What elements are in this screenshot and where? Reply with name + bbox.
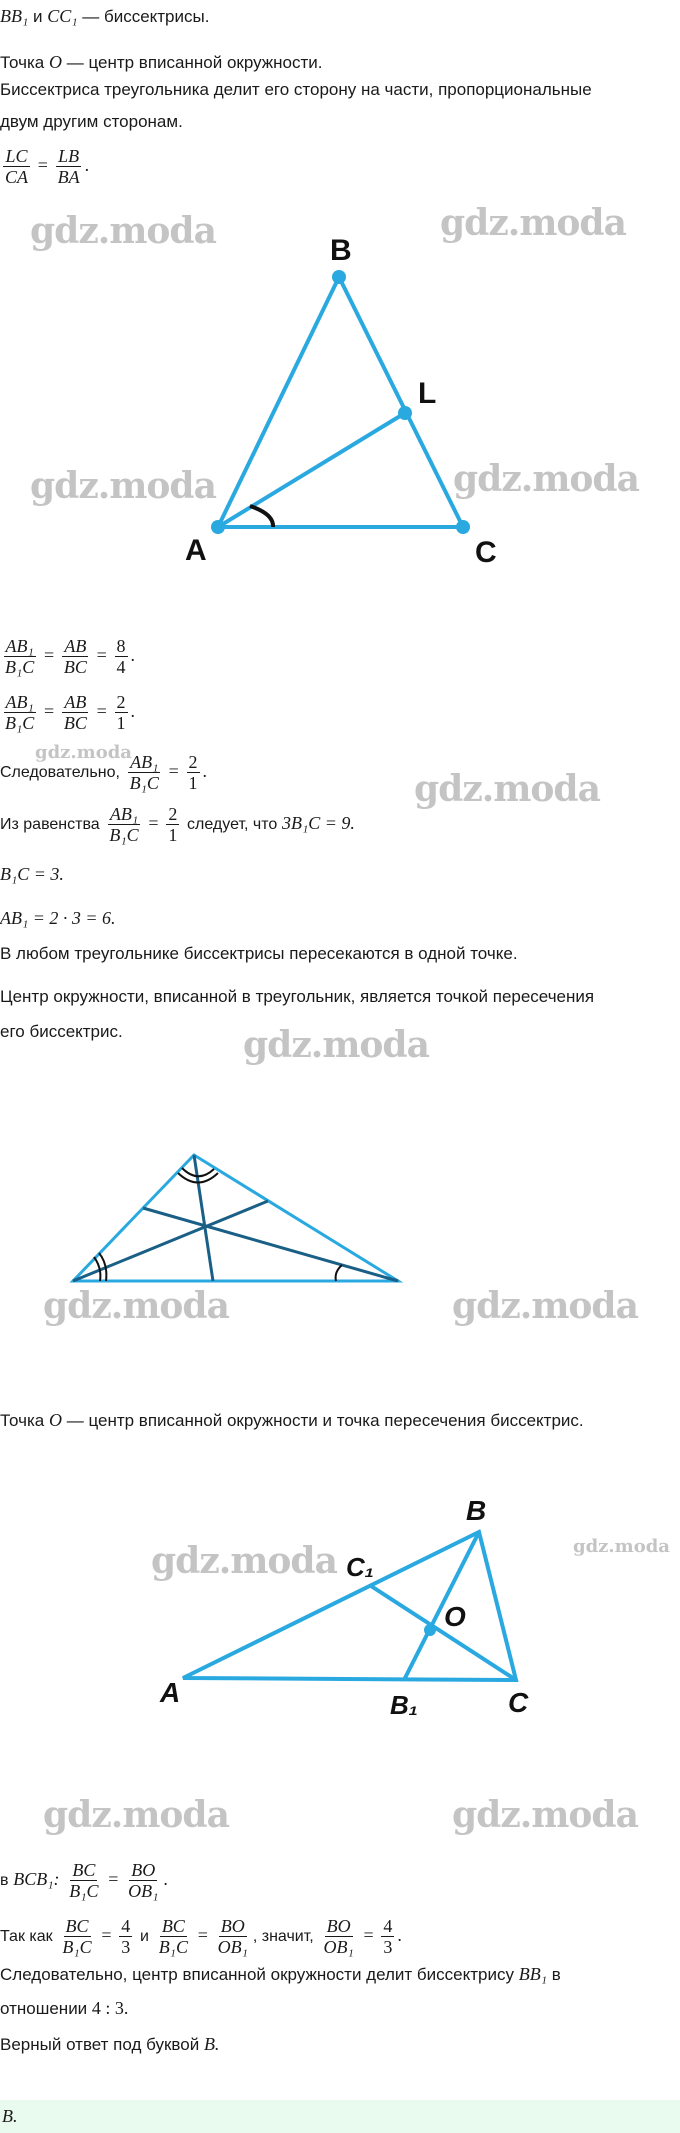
math-cc1: CC₁	[47, 6, 78, 26]
watermark-7: gdz.moda	[243, 1024, 429, 1066]
math-bb1: BB₁	[0, 6, 29, 26]
eq-bcb1: в BCB₁: $\frac{BC}{\text{B₁C}}$ = $\frac{BO}{\text{OB₁}}$ .	[0, 1860, 168, 1901]
label-b: B	[330, 234, 352, 267]
watermark-6: gdz.moda	[414, 768, 600, 810]
watermark-8: gdz.moda	[43, 1285, 229, 1327]
point-l	[398, 406, 412, 420]
eq-b1c: B₁C = 3.	[0, 864, 64, 884]
point-a	[211, 520, 225, 534]
watermark-13: gdz.moda	[452, 1794, 638, 1836]
frac-lb-ba: $\frac{LB}{BA}$	[57, 146, 80, 187]
para-incenter-1: Центр окружности, вписанной в треугольник, является точкой пересечения	[0, 987, 595, 1006]
label-c: C	[475, 536, 497, 569]
label-o: O	[444, 1601, 466, 1632]
bisector-2	[194, 1155, 213, 1281]
figure-triangle-abc	[0, 200, 680, 580]
eq-ratio-1: $\frac{\text{AB₁}}{\text{B₁C}}$ = $\frac{AB}{BC}$ = $\frac{8}{4}$ .	[5, 636, 136, 677]
line-two-sides: двум другим сторонам.	[0, 112, 183, 131]
eq-ab1: AB₁ = 2 · 3 = 6.	[0, 908, 116, 928]
para-incenter-2: его биссектрис.	[0, 1022, 123, 1041]
figure-triangle-abc-incenter	[0, 1480, 680, 1740]
label-a3: A	[160, 1677, 181, 1708]
bisector-1	[73, 1201, 268, 1281]
math-o: O	[49, 52, 62, 72]
eq-bisector-theorem: $\frac{LC}{CA}$ = $\frac{LB}{BA}$ .	[5, 146, 90, 187]
label-b1: B₁	[390, 1690, 418, 1720]
angle-mark-left-2	[94, 1257, 100, 1281]
watermark-4: gdz.moda	[453, 458, 639, 500]
text-incenter: — центр вписанной окружности.	[66, 53, 323, 72]
eq-ratio-2: $\frac{\text{AB₁}}{\text{B₁C}}$ = $\frac{AB}{BC}$ = $\frac{2}{1}$ .	[5, 692, 136, 733]
text-bisectors: — биссектрисы.	[82, 7, 210, 26]
watermark-10: gdz.moda	[151, 1540, 337, 1582]
label-a: A	[185, 534, 207, 567]
answer-text: B.	[2, 2106, 18, 2126]
watermark-12: gdz.moda	[43, 1794, 229, 1836]
para-point-o: Точка O — центр вписанной окружности и точка пересечения биссектрис.	[0, 1410, 584, 1430]
angle-arc-a	[250, 506, 273, 527]
watermark-1: gdz.moda	[30, 210, 216, 252]
eq-from-equality: Из равенства $\frac{\text{AB₁}}{\text{B₁C}}$ = $\frac{2}{1}$ следует, что 3B₁C = 9.	[0, 804, 355, 845]
watermark-3: gdz.moda	[30, 465, 216, 507]
point-c	[456, 520, 470, 534]
text-and: и	[32, 7, 43, 26]
watermark-5: gdz.moda	[35, 742, 132, 763]
label-c1: C₁	[346, 1552, 374, 1582]
bisector-bb1	[404, 1532, 479, 1680]
watermark-9: gdz.moda	[452, 1285, 638, 1327]
eq-since: Так как $\frac{BC}{\text{B₁C}}$ = $\frac{4}{3}$ и $\frac{BC}{\text{B₁C}}$ = $\frac{BO}{\text{OB₁}}$ , значит, $\frac{BO}{\text{OB₁}}$ = $\frac{4}{3}$ .	[0, 1916, 402, 1957]
line-bisectors	[0, 4, 209, 29]
label-l: L	[418, 377, 437, 410]
para-conclusion-2: отношении 4 : 3.	[0, 1998, 129, 2018]
angle-mark-right	[336, 1265, 342, 1281]
side-bc	[339, 277, 463, 527]
para-correct-answer: Верный ответ под буквой B.	[0, 2034, 220, 2054]
point-o	[424, 1624, 436, 1636]
para-bisectors-intersect: В любом треугольнике биссектрисы пересекаются в одной точке.	[0, 944, 518, 963]
figure-bisector-triangle	[0, 1140, 680, 1290]
answer-box	[0, 2100, 680, 2133]
bisector-3	[143, 1208, 398, 1281]
line-point-o	[0, 50, 323, 75]
watermark-2: gdz.moda	[440, 202, 626, 244]
frac-lc-ca: $\frac{LC}{CA}$	[5, 146, 29, 187]
line-bisector-theorem: Биссектриса треугольника делит его сторону на части, пропорциональные	[0, 80, 592, 99]
eq-consequently: Следовательно, $\frac{\text{AB₁}}{\text{B₁C}}$ = $\frac{2}{1}$ .	[0, 752, 208, 793]
text-point: Точка	[0, 53, 45, 72]
label-c3: C	[508, 1687, 529, 1718]
point-b	[332, 270, 346, 284]
watermark-11: gdz.moda	[573, 1536, 670, 1557]
para-conclusion-1: Следовательно, центр вписанной окружности делит биссектрису BB₁ в	[0, 1964, 561, 1984]
label-b3: B	[466, 1495, 487, 1526]
